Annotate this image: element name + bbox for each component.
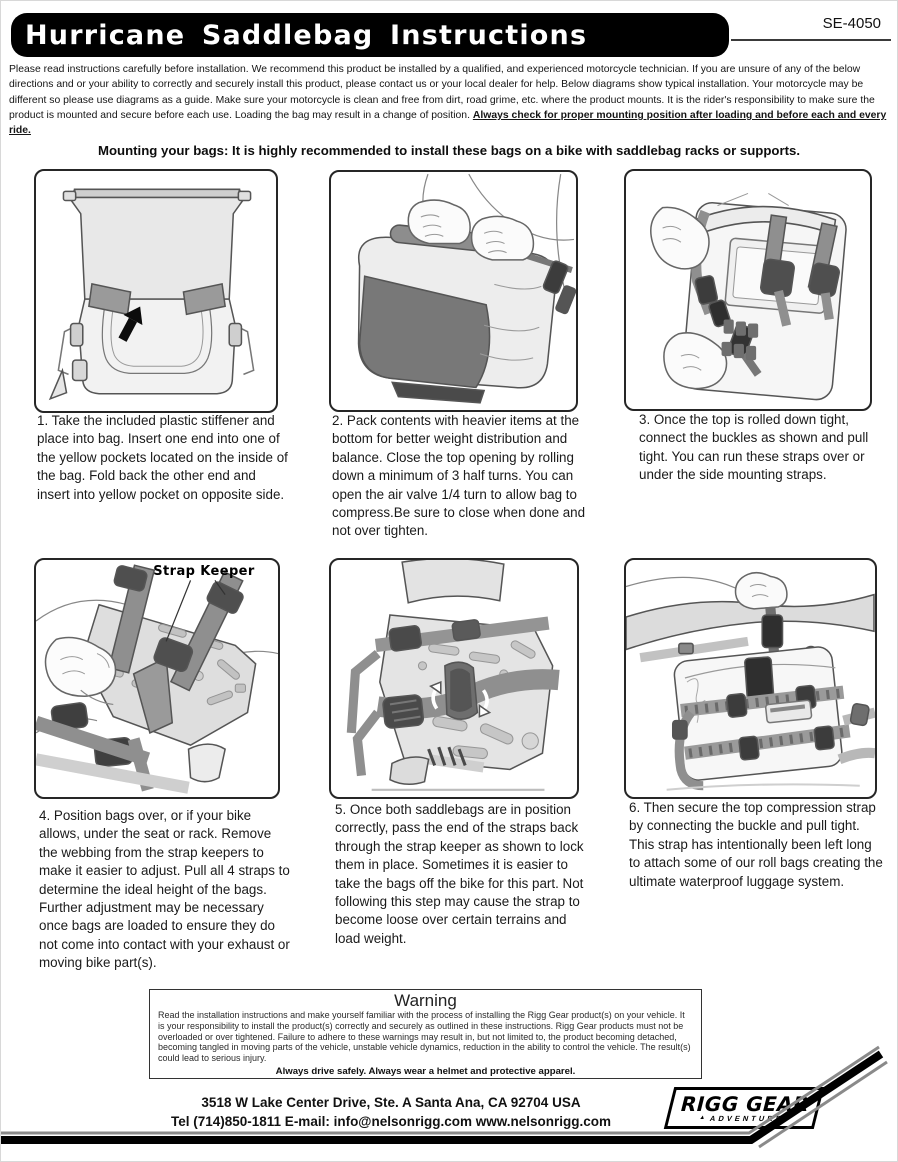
step-3-caption: 3. Once the top is rolled down tight, connect the buckles as shown and pull tight. You can run these straps over or under the side mounting straps. bbox=[639, 412, 869, 483]
document-number-rule bbox=[731, 39, 891, 41]
warning-title: Warning bbox=[394, 991, 457, 1010]
step-6-illustration-panel bbox=[624, 558, 877, 799]
step-2-caption: 2. Pack contents with heavier items at the bottom for better weight distribution and balance. Close the top opening by rolling down a minimum of 3 half turns. You can open the air valve 1/4 turn to allow bag to compress.Be sure to close when done and not over tighten. bbox=[332, 413, 586, 539]
header-title-bar bbox=[11, 13, 729, 57]
step-5-illustration-panel bbox=[329, 558, 579, 799]
step-1-illustration-panel bbox=[34, 169, 278, 413]
step-4-caption: 4. Position bags over, or if your bike allows, under the seat or rack. Remove the webbing from the strap keepers to make it easier to adjust. Pull all 4 straps to determine the ideal height of the bags. Further adjustment may be necessary once bags are loaded to ensure they do not come into contact with your exhaust or moving bike part(s). bbox=[39, 808, 290, 971]
logo-subtitle-text: ADVENTURE bbox=[709, 1113, 785, 1123]
step-4-illustration-panel bbox=[34, 558, 280, 799]
step-1-caption: 1. Take the included plastic stiffener and place into bag. Insert one end into one of the yellow pockets located on the inside of the bag. Fold back the other end and insert into yellow pocket on opposite side. bbox=[37, 413, 288, 502]
intro-emphasis-text: Always check for proper mounting position after loading and before each and every ride. bbox=[9, 109, 887, 137]
logo-wordmark: RIGG GEAR bbox=[678, 1091, 813, 1116]
step-6-caption: 6. Then secure the top compression strap by connecting the buckle and pull tight. This strap has intentionally been left long to attach some of our roll bags creating the ultimate waterproof luggage system. bbox=[629, 800, 883, 889]
intro-paragraph bbox=[9, 62, 893, 138]
strap-through-keeper-illustration bbox=[331, 560, 577, 797]
connecting-buckles-illustration bbox=[626, 171, 870, 409]
hands-rolling-bag-illustration bbox=[331, 172, 576, 410]
warning-body: Read the installation instructions and make yourself familiar with the process of installing the Rigg Gear product(s) on your vehicle. It is your responsibility to install the product(s) correctly and securely as outlined in these instructions. Rigg Gear products must not be overloaded or over tightened. Failure to adhere to these warnings may result in, but not limited to, the product becoming detached, becoming tangled in moving parts of the vehicle, unstable vehicle dynamics, reduction in the ability to control the vehicle. The result(s) could lead to serious injury. bbox=[158, 1010, 691, 1064]
strap-keeper-plate-illustration bbox=[36, 560, 278, 797]
bag-on-bike-compression-strap-illustration bbox=[626, 560, 875, 797]
step-5-caption: 5. Once both saddlebags are in position correctly, pass the end of the straps back through the strap keeper as shown to lock them in place. Sometimes it is easier to take the bags off the bike for this part. Not following this step may cause the strap to become loose over certain terrains and load weight. bbox=[335, 802, 584, 946]
warning-emphasis: Always drive safely. Always wear a helmet and protective apparel. bbox=[275, 1065, 576, 1077]
mounting-heading: Mounting your bags: It is highly recommended to install these bags on a bike with saddlebag racks or supports. bbox=[98, 143, 800, 158]
footer-address: 3518 W Lake Center Drive, Ste. A Santa Ana, CA 92704 USA bbox=[201, 1095, 581, 1110]
page-title: Hurricane Saddlebag Instructions bbox=[25, 19, 588, 51]
logo-triangle-icon: ▲ bbox=[698, 1114, 710, 1121]
step-2-illustration-panel bbox=[329, 170, 578, 412]
intro-body-text: Please read instructions carefully before installation. We recommend this product be installed by a qualified, and experienced motorcycle technician. If you are unsure of any of the below directions and or your ability to correctly and securely install this product, please contact us or your local dealer for help. Below diagrams show typical installation. Your motorcycle may be different so please use diagrams as a guide. Make sure your motorcycle is clean and free from dirt, road grime, etc. where the product mounts. It is the rider's responsibility to make sure the product is mounted and secure before each use. Loading the bag may result in a change of position. bbox=[9, 64, 875, 121]
footer-phone-email: Tel (714)850-1811 E-mail: info@nelsonrigg.com www.nelsonrigg.com bbox=[170, 1114, 611, 1129]
bottom-swoosh-graphic bbox=[1, 1041, 898, 1159]
open-bag-interior-illustration bbox=[36, 171, 276, 411]
strap-keeper-label: Strap Keeper bbox=[153, 564, 255, 579]
step-3-illustration-panel bbox=[624, 169, 872, 411]
document-number: SE-4050 bbox=[822, 15, 881, 32]
